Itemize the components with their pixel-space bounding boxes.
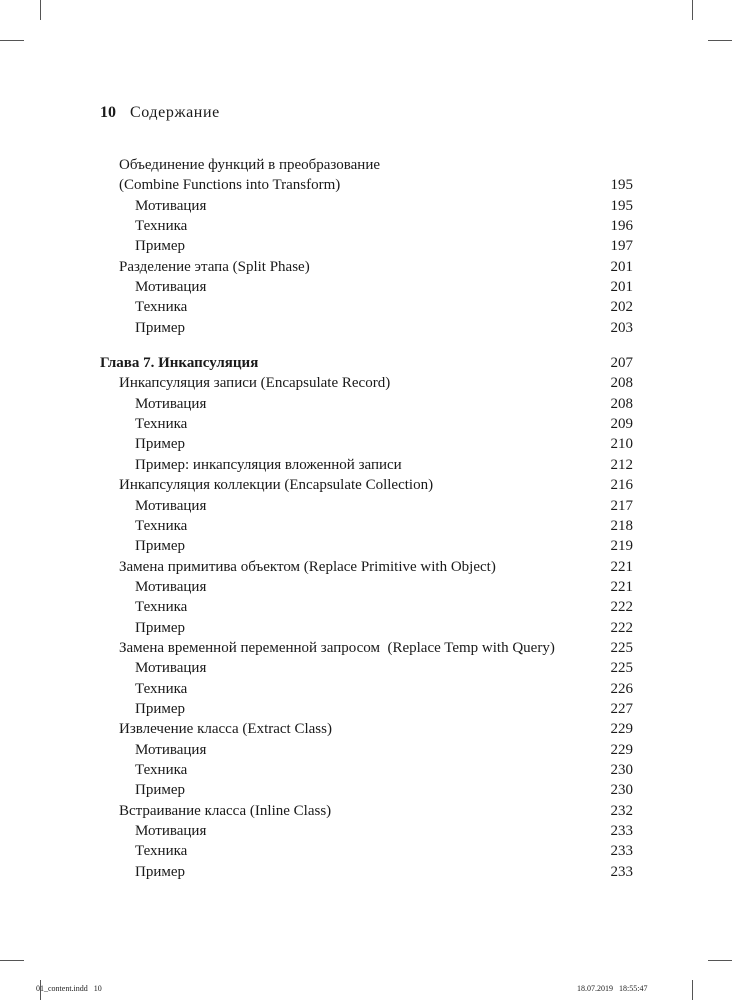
toc-entry-page: 201	[610, 258, 633, 275]
toc-entry[interactable]	[100, 841, 633, 861]
toc-entry-page: 197	[610, 238, 633, 255]
toc-entry-title: Мотивация	[135, 578, 207, 595]
toc-entry-page: 221	[610, 558, 633, 575]
toc-entry-page: 202	[610, 299, 633, 316]
toc-entry-title: Пример	[135, 238, 186, 255]
toc-entry-title: Техника	[135, 761, 188, 778]
toc-entry-page: 230	[610, 782, 633, 799]
toc-entry[interactable]	[100, 862, 633, 882]
toc-entry-title: Замена примитива объектом (Replace Primitive with Object)	[119, 558, 496, 575]
toc-entry-page: 230	[610, 761, 633, 778]
toc-block-2	[100, 353, 633, 882]
toc-entry-page: 219	[610, 538, 633, 555]
toc-entry-title: Пример	[135, 863, 186, 880]
toc-entry-title: Извлечение класса (Extract Class)	[119, 721, 332, 738]
toc-entry[interactable]	[100, 516, 633, 536]
toc-entry[interactable]	[100, 434, 633, 454]
toc-entry[interactable]	[100, 414, 633, 434]
toc-entry[interactable]	[100, 780, 633, 800]
toc-entry-page: 201	[610, 279, 633, 296]
toc-entry[interactable]	[100, 577, 633, 597]
toc-entry[interactable]	[100, 297, 633, 317]
toc-entry-title: Инкапсуляция записи (Encapsulate Record)	[119, 375, 391, 392]
toc-entry-title: Техника	[135, 599, 188, 616]
toc-entry-page: 222	[610, 619, 633, 636]
toc-entry[interactable]	[100, 638, 633, 658]
toc-entry[interactable]	[100, 475, 633, 495]
toc-entry-title: Инкапсуляция коллекции (Encapsulate Collection)	[119, 477, 434, 494]
page-number: 10	[100, 104, 116, 121]
toc-entry-title: Пример	[135, 538, 186, 555]
running-header	[100, 103, 220, 123]
toc-entry-page: 222	[610, 599, 633, 616]
crop-mark-bottom-right	[692, 980, 693, 1000]
table-of-contents	[100, 155, 633, 882]
toc-entry-title: Техника	[135, 299, 188, 316]
toc-entry[interactable]	[100, 760, 633, 780]
toc-entry-title: (Combine Functions into Transform)	[119, 177, 341, 194]
toc-entry[interactable]	[100, 455, 633, 475]
toc-entry-title: Мотивация	[135, 741, 207, 758]
toc-entry-title: Техника	[135, 680, 188, 697]
toc-entry-page: 208	[610, 395, 633, 412]
toc-entry-title: Техника	[135, 218, 188, 235]
toc-entry[interactable]	[100, 318, 633, 338]
toc-entry[interactable]	[100, 618, 633, 638]
page-title: Содержание	[130, 104, 220, 121]
toc-entry-page: 225	[610, 660, 633, 677]
toc-entry[interactable]	[100, 236, 633, 256]
toc-entry-page: 216	[610, 477, 633, 494]
toc-entry-title: Мотивация	[135, 279, 207, 296]
toc-entry[interactable]	[100, 679, 633, 699]
toc-entry-page: 209	[610, 416, 633, 433]
toc-block-1	[100, 155, 633, 338]
toc-entry-title: Мотивация	[135, 497, 207, 514]
toc-entry[interactable]	[100, 373, 633, 393]
toc-entry[interactable]	[100, 719, 633, 739]
toc-entry-page: 217	[610, 497, 633, 514]
toc-entry[interactable]	[100, 394, 633, 414]
toc-entry-page: 233	[610, 843, 633, 860]
toc-entry-page: 229	[610, 721, 633, 738]
toc-entry[interactable]	[100, 277, 633, 297]
toc-entry[interactable]	[100, 740, 633, 760]
toc-entry[interactable]	[100, 699, 633, 719]
toc-entry-title: Пример	[135, 700, 186, 717]
toc-entry[interactable]	[100, 257, 633, 277]
toc-entry-title: Техника	[135, 517, 188, 534]
toc-entry[interactable]	[100, 557, 633, 577]
toc-entry-page: 208	[610, 375, 633, 392]
toc-entry-page: 227	[610, 700, 633, 717]
toc-entry[interactable]	[100, 496, 633, 516]
toc-entry-title: Пример	[135, 319, 186, 336]
toc-entry[interactable]	[100, 597, 633, 617]
toc-entry-title: Пример: инкапсуляция вложенной записи	[135, 456, 402, 473]
toc-entry-title: Разделение этапа (Split Phase)	[119, 258, 310, 275]
toc-entry-page: 225	[610, 639, 633, 656]
toc-entry-page: 195	[610, 177, 633, 194]
crop-mark-left-bottom	[0, 960, 24, 961]
toc-entry[interactable]	[100, 216, 633, 236]
toc-entry-page: 233	[610, 863, 633, 880]
crop-mark-left-top	[0, 40, 24, 41]
toc-entry-page: 218	[610, 517, 633, 534]
toc-entry-title: Пример	[135, 619, 186, 636]
crop-mark-top-right	[692, 0, 693, 20]
toc-entry-title: Глава 7. Инкапсуляция	[100, 355, 259, 372]
toc-entry-title: Мотивация	[135, 660, 207, 677]
toc-entry-title: Замена временной переменной запросом (Replace Temp with Query)	[119, 639, 555, 656]
print-slug-timestamp: 18.07.2019 18:55:47	[577, 984, 648, 993]
toc-entry-page: 221	[610, 578, 633, 595]
crop-mark-top-left	[40, 0, 41, 20]
toc-entry[interactable]	[100, 536, 633, 556]
toc-entry-page: 196	[610, 218, 633, 235]
toc-entry-page: 233	[610, 823, 633, 839]
toc-entry-title: Пример	[135, 436, 186, 453]
toc-entry-title: Мотивация	[135, 197, 207, 214]
toc-entry-title: Мотивация	[135, 823, 207, 839]
crop-mark-right-top	[708, 40, 732, 41]
toc-entry-title: Техника	[135, 416, 188, 433]
crop-mark-right-bottom	[708, 960, 732, 961]
toc-entry-page: 232	[610, 802, 633, 819]
toc-entry-page: 195	[610, 197, 633, 214]
toc-chapter-entry[interactable]	[100, 353, 633, 373]
toc-entry-page: 226	[610, 680, 633, 697]
toc-entry[interactable]	[100, 821, 633, 841]
toc-entry-title: Объединение функций в преобразование	[119, 157, 381, 173]
toc-entry[interactable]	[100, 658, 633, 678]
toc-entry-title: Встраивание класса (Inline Class)	[119, 802, 332, 819]
toc-entry-title: Техника	[135, 843, 188, 860]
toc-entry-page: 229	[610, 741, 633, 758]
toc-entry-page: 203	[610, 319, 633, 336]
toc-entry-title: Пример	[135, 782, 186, 799]
toc-entry-page: 207	[610, 355, 633, 372]
toc-entry[interactable]	[100, 801, 633, 821]
toc-entry-page: 210	[610, 436, 633, 453]
toc-entry-page: 212	[610, 456, 633, 473]
toc-entry[interactable]	[100, 196, 633, 216]
print-slug-file: 01_content.indd 10	[36, 984, 102, 993]
toc-entry[interactable]	[100, 175, 633, 195]
toc-entry-title: Мотивация	[135, 395, 207, 412]
section-gap	[100, 338, 633, 353]
toc-entry[interactable]	[100, 155, 633, 175]
